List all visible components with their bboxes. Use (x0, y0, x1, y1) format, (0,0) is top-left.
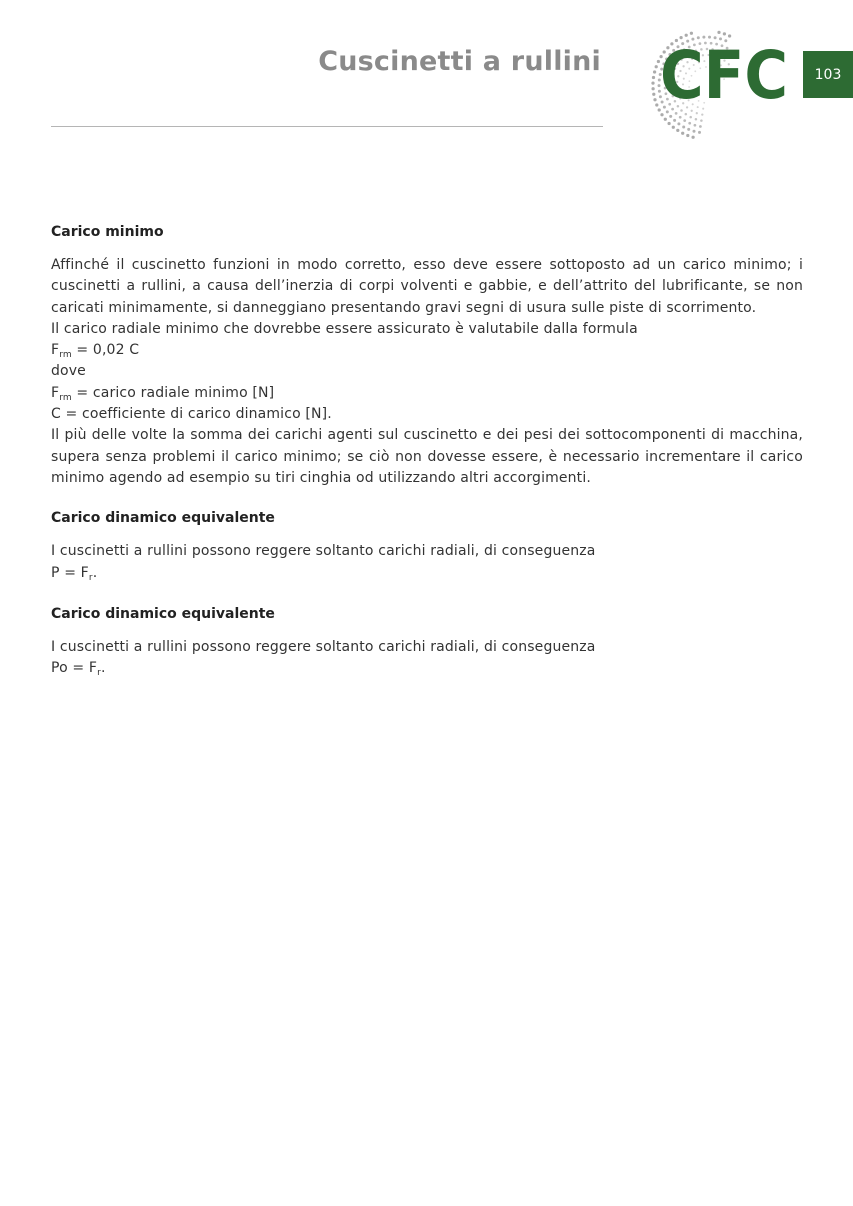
formula-dove: dove (51, 363, 86, 380)
section-carico-dinamico (51, 508, 803, 584)
definition-frm: $F_{rm}$ = carico radiale minimo [N] (51, 384, 275, 403)
equation: $P = F_r$. (51, 564, 98, 583)
section-heading: Carico minimo (51, 224, 164, 240)
header-divider (51, 126, 603, 127)
paragraph: I cuscinetti a rullini possono reggere soltanto carichi radiali, di conseguenza (51, 638, 596, 655)
page-number: 103 (814, 66, 842, 83)
section-heading: Carico dinamico equivalente (51, 510, 275, 527)
paragraph: I cuscinetti a rullini possono reggere soltanto carichi radiali, di conseguenza (51, 543, 596, 560)
paragraph: Affinché il cuscinetto funzioni in modo corretto, esso deve essere sottoposto ad un carico minimo; i cuscinetti a rullini, a causa dell’inerzia di corpi volventi e gabbie, e dell’attrito del lubrificante, se non caricati minimamente, si danneggiano presentando gravi segni di usura sulle piste di scorrimento. (51, 257, 803, 316)
page-number-badge (803, 51, 853, 98)
paragraph: Il più delle volte la somma dei carichi agenti sul cuscinetto e dei pesi dei sottocomponenti di macchina, supera senza problemi il carico minimo; se ciò non dovesse essere, è necessario incrementare il carico minimo agendo ad esempio su tiri cinghia od utilizzando altri accorgimenti. (51, 427, 803, 486)
section-carico-statico (51, 604, 803, 680)
equation: $Po = F_r$. (51, 660, 106, 679)
section-carico-minimo (51, 222, 803, 489)
section-heading: Carico dinamico equivalente (51, 605, 275, 622)
formula-intro: Il carico radiale minimo che dovrebbe essere assicurato è valutabile dalla formula (51, 320, 638, 337)
cfc-logo (660, 44, 790, 104)
formula: $F_{rm} = 0,02$ C (51, 342, 140, 361)
page-title: Cuscinetti a rullini (318, 46, 601, 77)
logo-text: CFC (660, 44, 788, 104)
definition-c: C = coefficiente di carico dinamico [N]. (51, 406, 332, 423)
document-body (51, 222, 803, 679)
